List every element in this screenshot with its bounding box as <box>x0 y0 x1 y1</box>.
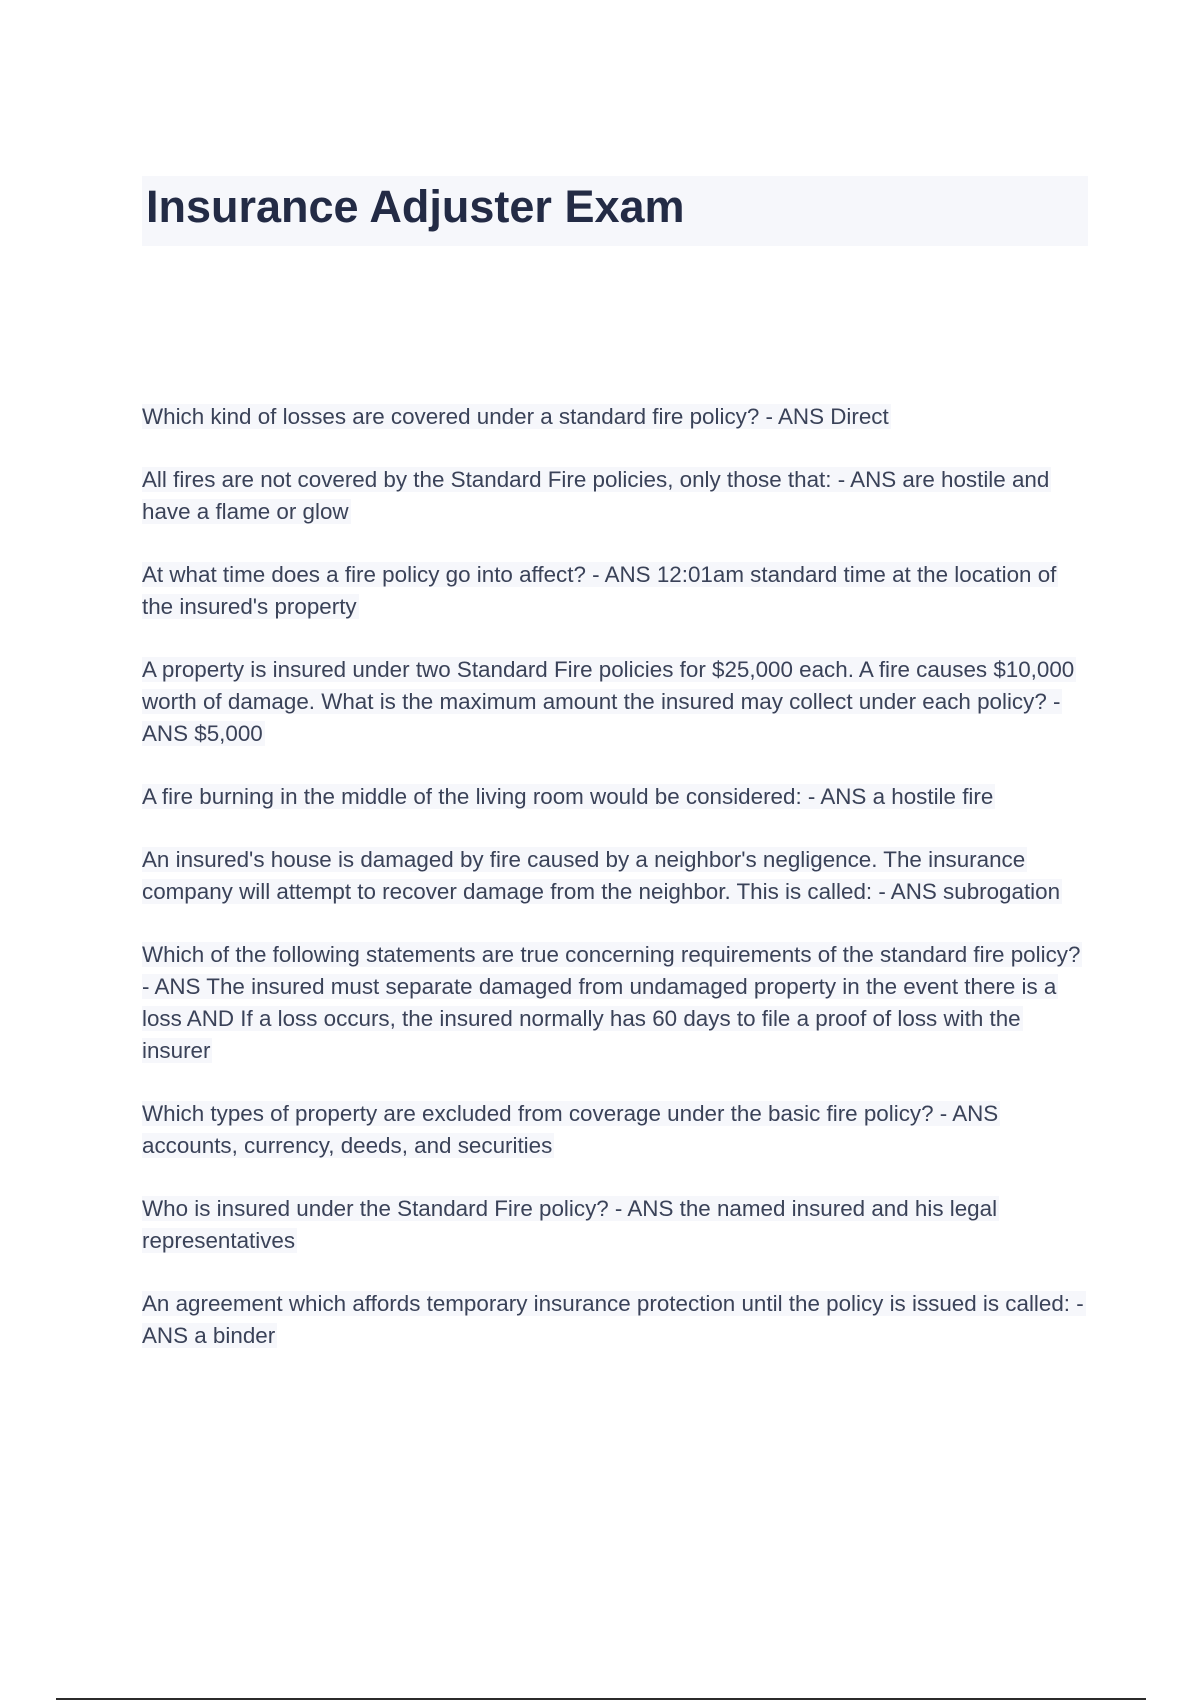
qa-item <box>142 939 1092 1067</box>
qa-list <box>142 401 1092 1383</box>
qa-item <box>142 559 1092 623</box>
qa-item <box>142 781 1092 813</box>
qa-item <box>142 844 1092 908</box>
qa-text: An insured's house is damaged by fire caused by a neighbor's negligence. The insurance company will attempt to recover damage from the neighbor. This is called: - ANS subrogation <box>142 847 1061 904</box>
qa-text: At what time does a fire policy go into affect? - ANS 12:01am standard time at the location of the insured's property <box>142 562 1057 619</box>
title-block <box>142 176 1088 246</box>
qa-item <box>142 654 1092 750</box>
qa-text: Who is insured under the Standard Fire policy? - ANS the named insured and his legal representatives <box>142 1196 998 1253</box>
qa-text: A property is insured under two Standard Fire policies for $25,000 each. A fire causes $10,000 worth of damage. What is the maximum amount the insured may collect under each policy? - ANS $5,000 <box>142 657 1075 746</box>
qa-text: Which of the following statements are true concerning requirements of the standard fire policy? - ANS The insured must separate damaged from undamaged property in the event there is a loss AND If a loss occurs, the insured normally has 60 days to file a proof of loss with the insurer <box>142 942 1081 1063</box>
qa-item <box>142 401 1092 433</box>
qa-text: A fire burning in the middle of the living room would be considered: - ANS a hostile fire <box>142 784 994 809</box>
qa-item <box>142 1193 1092 1257</box>
qa-item <box>142 1098 1092 1162</box>
document-title: Insurance Adjuster Exam <box>146 181 685 232</box>
qa-item <box>142 464 1092 528</box>
qa-text: An agreement which affords temporary insurance protection until the policy is issued is called: - ANS a binder <box>142 1291 1084 1348</box>
qa-text: Which types of property are excluded from coverage under the basic fire policy? - ANS accounts, currency, deeds, and securities <box>142 1101 999 1158</box>
qa-text: Which kind of losses are covered under a standard fire policy? - ANS Direct <box>142 404 889 429</box>
qa-text: All fires are not covered by the Standard Fire policies, only those that: - ANS are hostile and have a flame or glow <box>142 467 1050 524</box>
qa-item <box>142 1288 1092 1352</box>
